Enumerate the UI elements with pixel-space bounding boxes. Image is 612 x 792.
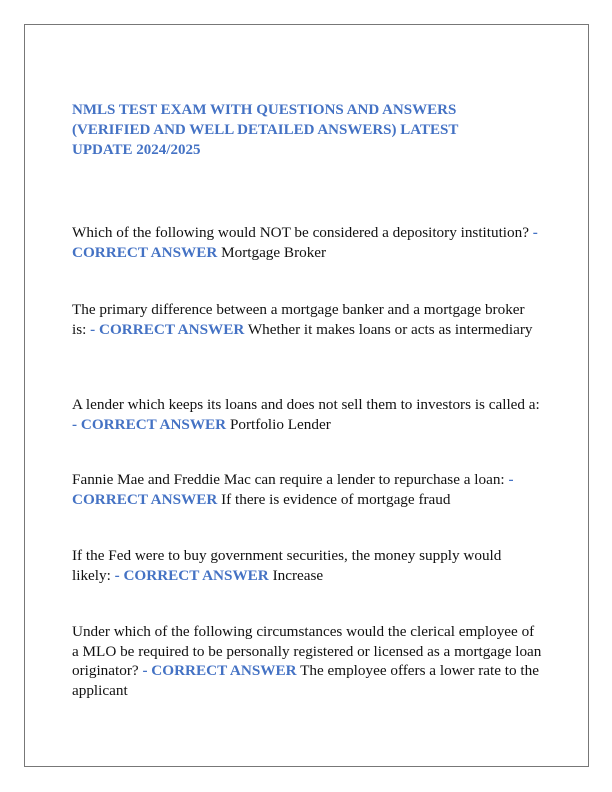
answer-text: Mortgage Broker — [221, 243, 327, 261]
answer-text: The employee offers a lower rate to the applicant — [72, 662, 539, 699]
qa-item-4 — [72, 470, 542, 509]
correct-answer-marker: - CORRECT ANSWER — [72, 224, 538, 261]
answer-text: Portfolio Lender — [229, 415, 331, 433]
correct-answer-marker: - CORRECT ANSWER — [142, 662, 297, 679]
answer-text: If there is evidence of mortgage fraud — [221, 490, 451, 508]
qa-item-1 — [72, 223, 542, 262]
qa-item-6 — [72, 622, 542, 700]
question-text: A lender which keeps its loans and does not sell them to investors is called a: — [72, 396, 540, 413]
correct-answer-marker: - CORRECT ANSWER — [90, 320, 245, 338]
correct-answer-marker: - CORRECT ANSWER — [72, 471, 514, 508]
answer-text: Increase — [272, 566, 324, 584]
question-text: The primary difference between a mortgage banker and a mortgage broker is: — [72, 301, 525, 338]
question-text: Which of the following would NOT be considered a depository institution? — [72, 224, 529, 241]
correct-answer-marker: - CORRECT ANSWER — [72, 415, 227, 433]
qa-item-2 — [72, 300, 542, 339]
question-text: Fannie Mae and Freddie Mac can require a lender to repurchase a loan: — [72, 471, 505, 488]
correct-answer-marker: - CORRECT ANSWER — [114, 566, 269, 584]
qa-item-5 — [72, 546, 542, 585]
question-text: Under which of the following circumstances would the clerical employee of a MLO be required to be personally registered or licensed as a mortgage loan originator? — [72, 623, 542, 679]
question-text: If the Fed were to buy government securities, the money supply would likely: — [72, 547, 502, 584]
qa-item-3 — [72, 395, 542, 434]
document-title: NMLS TEST EXAM WITH QUESTIONS AND ANSWERS (VERIFIED AND WELL DETAILED ANSWERS) LATEST UPDATE 2024/2025 — [72, 102, 459, 158]
answer-text: Whether it makes loans or acts as intermediary — [247, 320, 533, 338]
